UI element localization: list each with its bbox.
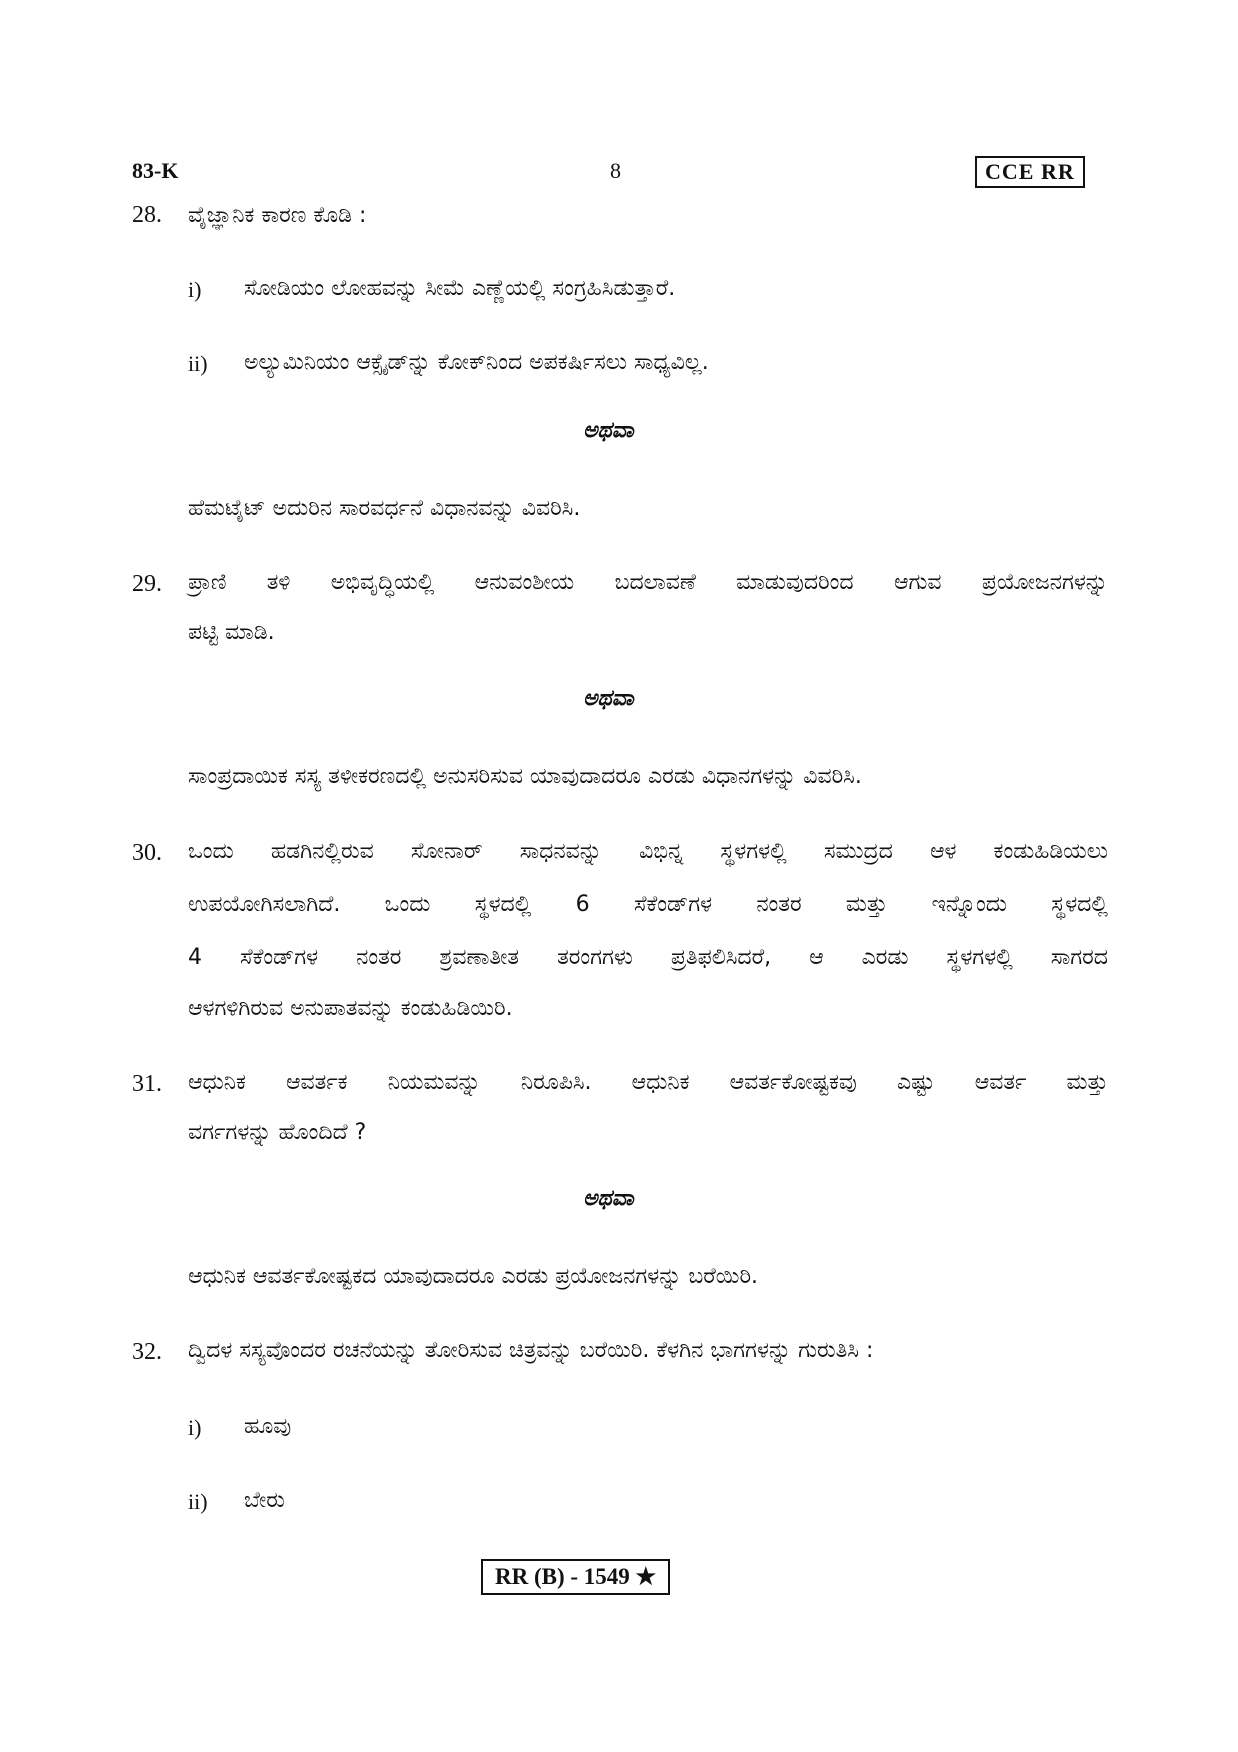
or-separator: ಅಥವಾ — [583, 686, 634, 711]
question-text-line: ಪಟ್ಟಿ ಮಾಡಿ. — [188, 620, 275, 645]
footer-code-box: RR (B) - 1549 ★ — [481, 1559, 670, 1595]
sub-item-text: ಬೇರು — [244, 1488, 285, 1513]
question-text-line: 4 ಸೆಕೆಂಡ್‌ಗಳ ನಂತರ ಶ್ರವಣಾತೀತ ತರಂಗಗಳು ಪ್ರತಿಫಲಿಸಿದರೆ, ಆ ಎರಡು ಸ್ಥಳಗಳಲ್ಲಿ ಸಾಗರದ — [188, 945, 1108, 970]
sub-item-number: i) — [188, 277, 202, 302]
question-text-line: ವರ್ಗಗಳನ್ನು ಹೊಂದಿದೆ ? — [188, 1120, 367, 1145]
sub-item-text: ಹೂವು — [244, 1414, 292, 1439]
question-text: ದ್ವಿದಳ ಸಸ್ಯವೊಂದರ ರಚನೆಯನ್ನು ತೋರಿಸುವ ಚಿತ್ರವನ್ನು ಬರೆಯಿರಿ. ಕೆಳಗಿನ ಭಾಗಗಳನ್ನು ಗುರುತಿಸಿ : — [188, 1338, 874, 1363]
alternative-question: ಸಾಂಪ್ರದಾಯಿಕ ಸಸ್ಯ ತಳೀಕರಣದಲ್ಲಿ ಅನುಸರಿಸುವ ಯಾವುದಾದರೂ ಎರಡು ವಿಧಾನಗಳನ್ನು ವಿವರಿಸಿ. — [188, 764, 862, 789]
question-text-line: ಪ್ರಾಣಿ ತಳಿ ಅಭಿವೃದ್ಧಿಯಲ್ಲಿ ಆನುವಂಶೀಯ ಬದಲಾವಣೆ ಮಾಡುವುದರಿಂದ ಆಗುವ ಪ್ರಯೋಜನಗಳನ್ನು — [188, 570, 1108, 595]
alternative-question: ಆಧುನಿಕ ಆವರ್ತಕೋಷ್ಟಕದ ಯಾವುದಾದರೂ ಎರಡು ಪ್ರಯೋಜನಗಳನ್ನು ಬರೆಯಿರಿ. — [188, 1264, 759, 1289]
question-text-line: ಆಳಗಳಿಗಿರುವ ಅನುಪಾತವನ್ನು ಕಂಡುಹಿಡಿಯಿರಿ. — [188, 996, 513, 1021]
sub-item-text: ಸೋಡಿಯಂ ಲೋಹವನ್ನು ಸೀಮೆ ಎಣ್ಣೆಯಲ್ಲಿ ಸಂಗ್ರಹಿಸಿಡುತ್ತಾರೆ. — [244, 276, 676, 301]
sub-item-text: ಅಲ್ಯುಮಿನಿಯಂ ಆಕ್ಸೈಡ್‌ನ್ನು ಕೋಕ್‌ನಿಂದ ಅಪಕರ್ಷಿಸಲು ಸಾಧ್ಯವಿಲ್ಲ. — [244, 350, 709, 375]
question-number: 30. — [132, 840, 162, 866]
question-text-line: ಆಧುನಿಕ ಆವರ್ತಕ ನಿಯಮವನ್ನು ನಿರೂಪಿಸಿ. ಆಧುನಿಕ ಆವರ್ತಕೋಷ್ಟಕವು ಎಷ್ಟು ಆವರ್ತ ಮತ್ತು — [188, 1070, 1108, 1095]
exam-code-box: CCE RR — [975, 156, 1085, 188]
question-number: 28. — [132, 202, 162, 228]
question-text-line: ಒಂದು ಹಡಗಿನಲ್ಲಿರುವ ಸೋನಾರ್ ಸಾಧನವನ್ನು ವಿಭಿನ್ನ ಸ್ಥಳಗಳಲ್ಲಿ ಸಮುದ್ರದ ಆಳ ಕಂಡುಹಿಡಿಯಲು — [188, 839, 1108, 864]
or-separator: ಅಥವಾ — [583, 1186, 634, 1211]
or-separator: ಅಥವಾ — [583, 418, 634, 443]
page-number: 8 — [610, 158, 621, 183]
question-number: 31. — [132, 1071, 162, 1097]
paper-code: 83-K — [132, 158, 179, 183]
sub-item-number: ii) — [188, 351, 208, 376]
alternative-question: ಹೆಮಟೈಟ್ ಅದುರಿನ ಸಾರವರ್ಧನೆ ವಿಧಾನವನ್ನು ವಿವರಿಸಿ. — [188, 496, 581, 521]
question-number: 32. — [132, 1339, 162, 1365]
question-text-line: ಉಪಯೋಗಿಸಲಾಗಿದೆ. ಒಂದು ಸ್ಥಳದಲ್ಲಿ 6 ಸೆಕೆಂಡ್‌ಗಳ ನಂತರ ಮತ್ತು ಇನ್ನೊಂದು ಸ್ಥಳದಲ್ಲಿ — [188, 892, 1108, 917]
question-text: ವೈಜ್ಞಾನಿಕ ಕಾರಣ ಕೊಡಿ : — [188, 203, 367, 228]
sub-item-number: ii) — [188, 1489, 208, 1514]
question-number: 29. — [132, 571, 162, 597]
sub-item-number: i) — [188, 1415, 202, 1440]
